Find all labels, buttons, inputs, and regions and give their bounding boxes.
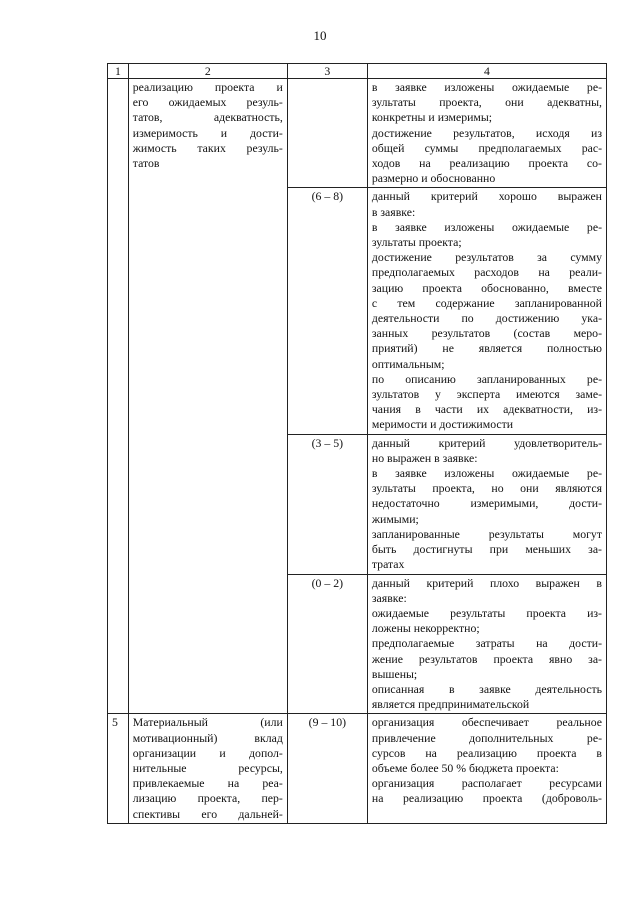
text-line: описанная в заявке деятельность [371,681,602,696]
text-line: в заявке изложены ожидаемые ре- [371,219,602,234]
text-line: в заявке: [371,204,416,219]
text-line: зультаты проекта, но они являются [371,481,602,496]
text-line: но выражен в заявке: [371,450,478,465]
criteria-table [107,63,607,824]
text-line: достижение результатов, исходя из [371,125,602,140]
header-col-4: 4 [367,64,606,79]
score-cell: (0 – 2) [287,574,367,714]
text-line: привлечение дополнительных ре- [371,730,602,745]
score-cell: (9 – 10) [287,714,367,823]
table-row [108,79,607,188]
row-number-cell: 5 [108,714,129,823]
text-line: недостаточно измеримыми, дости- [371,496,602,511]
score-cell: (3 – 5) [287,434,367,574]
text-line: измеримость и дости- [132,125,283,140]
text-line: татов [132,156,160,171]
text-line: заявке: [371,590,407,605]
text-line: на реализацию проекта (доброволь- [371,791,602,806]
text-line: ходов на реализацию проекта со- [371,156,602,171]
text-line: организация обеспечивает реальное [371,715,602,730]
criterion-cell [128,714,287,823]
text-line: спективы его дальней- [132,806,283,821]
text-line: предполагаемых расходов на реали- [371,265,602,280]
text-line: зультаты проекта, они адекватны, [371,95,602,110]
text-line: зацию проекта обоснованно, вместе [371,280,602,295]
header-col-1: 1 [108,64,129,79]
text-line: зультаты проекта; [371,235,462,250]
table-header-row [108,64,607,79]
text-line: организации и допол- [132,745,283,760]
text-line: в заявке изложены ожидаемые ре- [371,80,602,94]
header-col-3: 3 [287,64,367,79]
text-line: реализацию проекта и [132,80,283,94]
text-line: является предпринимательской [371,697,530,712]
score-cell: (6 – 8) [287,188,367,434]
text-line: вышены; [371,666,418,681]
text-line: организация располагает ресурсами [371,776,602,791]
text-line: его ожидаемых резуль- [132,95,283,110]
text-line: привлекаемые на реа- [132,776,283,791]
text-line: сурсов на реализацию проекта в [371,745,602,760]
text-line: объеме более 50 % бюджета проекта: [371,760,559,775]
text-line: занных результатов (состав меро- [371,326,602,341]
text-line: татов, адекватность, [132,110,283,125]
text-line: деятельности по достижению ука- [371,311,602,326]
description-cell [367,434,606,574]
table-body [108,79,607,824]
text-line: общей суммы предполагаемых рас- [371,140,602,155]
description-cell [367,79,606,188]
text-line: с тем содержание запланированной [371,295,602,310]
description-cell [367,188,606,434]
text-line: предполагаемые затраты на дости- [371,636,602,651]
text-line: ожидаемые результаты проекта из- [371,605,602,620]
text-line: данный критерий удовлетворитель- [371,435,602,450]
text-line: конкретны и измеримы; [371,110,493,125]
page-number: 10 [313,28,327,43]
text-line: быть достигнуты при меньших за- [371,542,602,557]
text-line: мотивационный) вклад [132,730,283,745]
text-line: запланированные результаты могут [371,526,602,541]
text-line: ложены некорректно; [371,621,480,636]
text-line: жение результатов проекта явно за- [371,651,602,666]
text-line: жимость таких резуль- [132,140,283,155]
row-number-cell [108,79,129,714]
header-col-2: 2 [128,64,287,79]
description-cell [367,574,606,714]
text-line: размерно и обоснованно [371,171,496,186]
text-line: чания в части их адекватности, из- [371,402,602,417]
text-line: Материальный (или [132,715,283,730]
text-line: в заявке изложены ожидаемые ре- [371,466,602,481]
text-line: по описанию запланированных ре- [371,371,602,386]
text-line: оптимальным; [371,356,445,371]
text-line: приятий) не является полностью [371,341,602,356]
text-line: жимыми; [371,511,419,526]
text-line: данный критерий хорошо выражен [371,189,602,204]
text-line: тратах [371,557,405,572]
table-row [108,714,607,823]
criterion-cell [128,79,287,714]
score-cell [287,79,367,188]
text-line: лизацию проекта, пер- [132,791,283,806]
text-line: достижение результатов за сумму [371,250,602,265]
text-line: зультатов у эксперта имеются заме- [371,387,602,402]
text-line: меримости и достижимости [371,417,514,432]
text-line: нительные ресурсы, [132,760,283,775]
description-cell [367,714,606,823]
text-line: данный критерий плохо выражен в [371,575,602,590]
